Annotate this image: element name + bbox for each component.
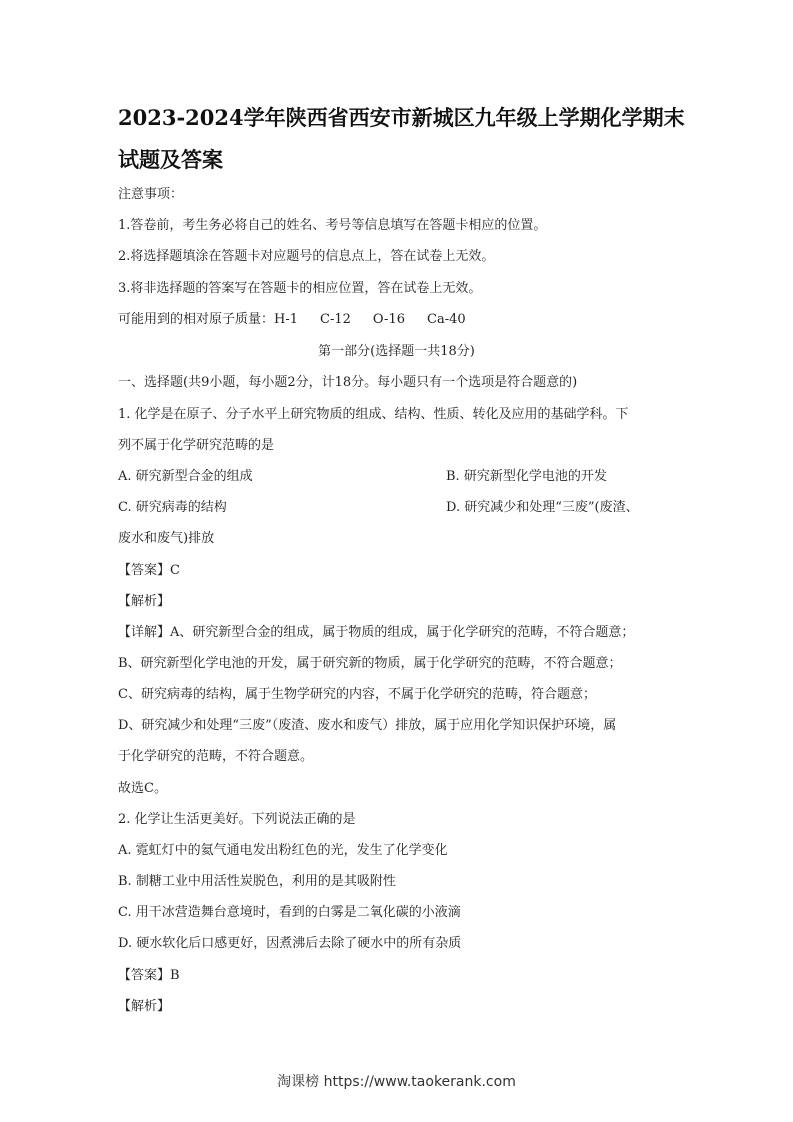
q2-answer: B — [170, 968, 180, 983]
footer-watermark: 淘课榜 https://www.taokerank.com — [277, 1074, 516, 1090]
q1-detail-tag: 【详解】 — [118, 625, 171, 640]
atomic-mass-line — [118, 311, 466, 329]
q2-option-b: B. 制糖工业中用活性炭脱色，利用的是其吸附性 — [118, 874, 396, 889]
part1-heading: 第一部分(选择题一共18分) — [318, 344, 475, 359]
q2-option-d: D. 硬水软化后口感更好，因煮沸后去除了硬水中的所有杂质 — [118, 936, 462, 951]
q1-option-d-line2: 废水和废气)排放 — [118, 531, 215, 546]
q2-answer-line — [118, 967, 180, 985]
document-title-line1: 2023-2024学年陕西省西安市新城区九年级上学期化学期末 — [118, 105, 685, 130]
q2-analysis-tag: 【解析】 — [118, 999, 171, 1014]
q1-detail-line2: B、研究新型化学电池的开发，属于研究新的物质，属于化学研究的范畴，不符合题意； — [118, 656, 622, 671]
atomic-mass-h: H-1 — [274, 312, 299, 327]
q1-analysis-tag: 【解析】 — [118, 594, 171, 609]
atomic-mass-label: 可能用到的相对原子质量： — [118, 312, 275, 327]
q1-option-b: B. 研究新型化学电池的开发 — [446, 469, 607, 484]
q1-option-d-line1: D. 研究减少和处理“三废”(废渣、 — [446, 500, 639, 515]
section-heading: 一、选择题(共9小题，每小题2分，计18分。每小题只有一个选项是符合题意的) — [118, 375, 578, 390]
q1-detail-line4: D、研究减少和处理“三废”（废渣、废水和废气）排放，属于应用化学知识保护环境，属 — [118, 718, 617, 733]
q2-option-a: A. 霓虹灯中的氦气通电发出粉红色的光，发生了化学变化 — [118, 843, 448, 858]
q2-option-c: C. 用干冰营造舞台意境时，看到的白雾是二氧化碳的小液滴 — [118, 905, 461, 920]
q1-answer: C — [170, 563, 180, 578]
q1-conclusion: 故选C。 — [118, 781, 167, 796]
q1-stem-line2: 列不属于化学研究范畴的是 — [118, 438, 275, 453]
q1-detail-text1: A、研究新型合金的组成，属于物质的组成，属于化学研究的范畴，不符合题意； — [170, 625, 635, 640]
notes-heading: 注意事项： — [118, 187, 184, 202]
q1-detail-line5: 于化学研究的范畴，不符合题意。 — [118, 749, 314, 764]
document-title-line2: 试题及答案 — [118, 147, 223, 172]
q1-option-a: A. 研究新型合金的组成 — [118, 469, 253, 484]
q1-option-c: C. 研究病毒的结构 — [118, 500, 227, 515]
q2-stem: 2. 化学让生活更美好。下列说法正确的是 — [118, 812, 356, 827]
q1-answer-line — [118, 562, 180, 580]
note-item-2: 2.将选择题填涂在答题卡对应题号的信息点上，答在试卷上无效。 — [118, 249, 495, 264]
atomic-mass-o: O-16 — [372, 312, 405, 327]
q1-detail-line3: C、研究病毒的结构，属于生物学研究的内容，不属于化学研究的范畴，符合题意； — [118, 687, 596, 702]
q1-stem-line1: 1. 化学是在原子、分子水平上研究物质的组成、结构、性质、转化及应用的基础学科。下 — [118, 407, 629, 422]
q1-detail-line1 — [118, 624, 634, 642]
q2-answer-tag: 【答案】 — [118, 968, 171, 983]
note-item-1: 1.答卷前，考生务必将自己的姓名、考号等信息填写在答题卡相应的位置。 — [118, 218, 547, 233]
q1-answer-tag: 【答案】 — [118, 563, 171, 578]
atomic-mass-ca: Ca-40 — [427, 312, 466, 327]
atomic-mass-c: C-12 — [320, 312, 351, 327]
note-item-3: 3.将非选择题的答案写在答题卡的相应位置，答在试卷上无效。 — [118, 281, 482, 296]
